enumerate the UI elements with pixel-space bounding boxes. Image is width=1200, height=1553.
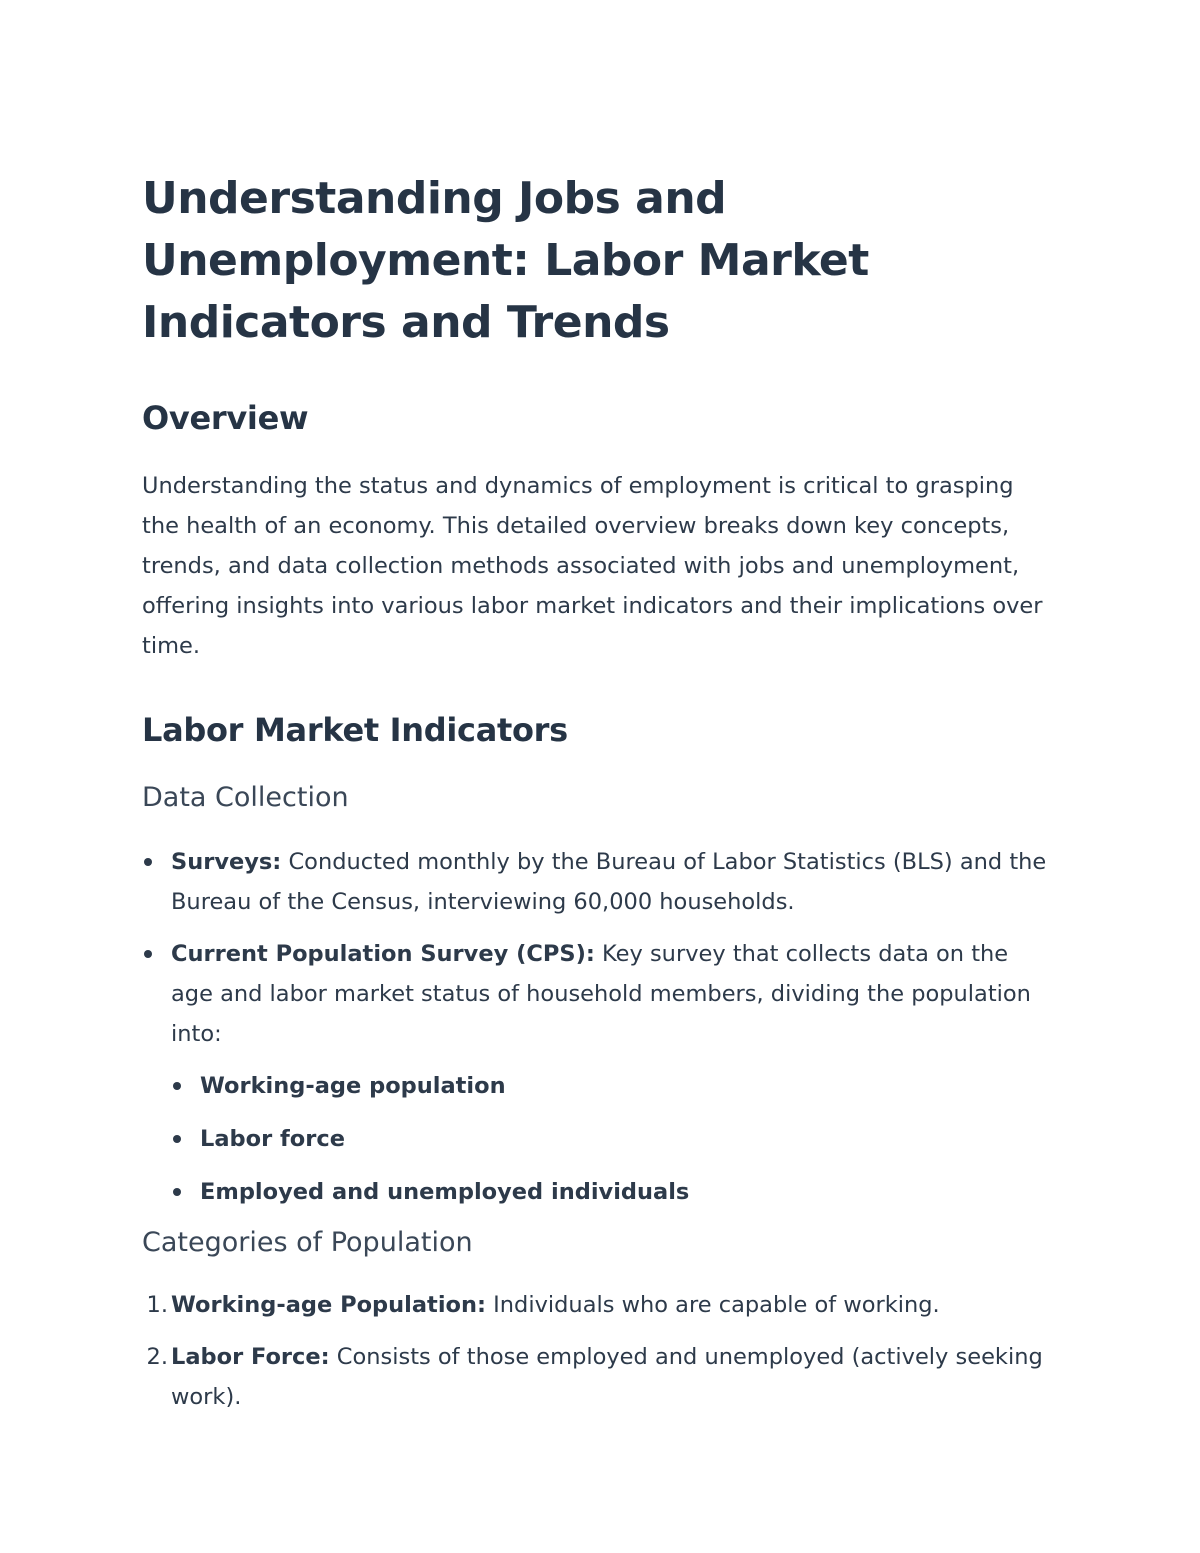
overview-paragraph: Understanding the status and dynamics of employment is critical to grasping the health of an economy. This detailed overview breaks down key concepts, trends, and data collection methods associated with jobs and unemployment, offering insights into various labor market indicators and their implications over time. xyxy=(142,473,1043,659)
list-item xyxy=(142,934,1052,1212)
bullet-icon xyxy=(173,1135,181,1143)
list-item-text: Conducted monthly by the Bureau of Labor Statistics (BLS) and the Bureau of the Census, interviewing 60,000 households. xyxy=(171,849,1047,915)
list-item-text: Individuals who are capable of working. xyxy=(486,1292,940,1318)
categories-heading: Categories of Population xyxy=(142,1227,473,1258)
list-item xyxy=(142,1337,1052,1417)
nested-list-item-text: Employed and unemployed individuals xyxy=(200,1179,690,1205)
list-item-term: Working-age Population: xyxy=(171,1292,486,1318)
nested-list-item xyxy=(171,1172,1052,1212)
bullet-icon xyxy=(173,1082,181,1090)
data-collection-heading: Data Collection xyxy=(142,782,349,813)
nested-list-item xyxy=(171,1066,1052,1106)
list-item xyxy=(142,842,1052,922)
document-title: Understanding Jobs and Unemployment: Labor Market Indicators and Trends xyxy=(142,173,869,348)
list-item-text: Key survey that collects data on the age and labor market status of household members, dividing the population into: xyxy=(171,941,1031,1047)
categories-list xyxy=(142,1285,1052,1417)
data-collection-list xyxy=(142,842,1052,1212)
list-item xyxy=(142,1285,1052,1325)
overview-heading: Overview xyxy=(142,399,309,437)
document-page xyxy=(142,168,1052,1429)
list-item-term: Surveys: xyxy=(171,849,282,875)
bullet-icon xyxy=(144,858,152,866)
list-number: 2. xyxy=(146,1344,168,1370)
bullet-icon xyxy=(144,950,152,958)
list-number: 1. xyxy=(146,1292,168,1318)
list-item-term: Current Population Survey (CPS): xyxy=(171,941,595,967)
bullet-icon xyxy=(173,1188,181,1196)
labor-market-indicators-heading: Labor Market Indicators xyxy=(142,711,568,749)
nested-list-item-text: Labor force xyxy=(200,1126,345,1152)
list-item-term: Labor Force: xyxy=(171,1344,330,1370)
population-division-list xyxy=(171,1066,1052,1212)
nested-list-item xyxy=(171,1119,1052,1159)
list-item-text: Consists of those employed and unemployed (actively seeking work). xyxy=(171,1344,1043,1410)
nested-list-item-text: Working-age population xyxy=(200,1073,506,1099)
